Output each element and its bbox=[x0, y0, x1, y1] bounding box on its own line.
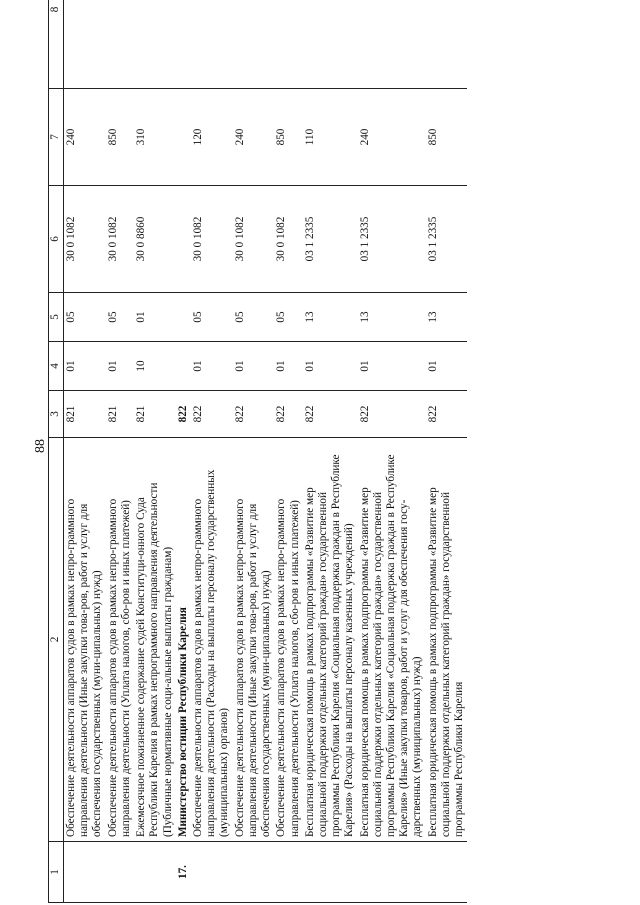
row-number bbox=[358, 842, 426, 903]
row-amount bbox=[233, 0, 275, 89]
rotated-table-wrapper bbox=[48, 3, 603, 903]
row-target-article: 30 0 1082 bbox=[106, 186, 134, 293]
header-col-1: 1 bbox=[49, 842, 64, 903]
table-row bbox=[64, 0, 106, 903]
row-description: Обеспечение деятельности аппаратов судов в рамках непро-граммного направления деятельности (Иные закупки това-ров, работ и услуг для обеспечения государственных (муни-ципальных) нужд) bbox=[64, 438, 106, 842]
row-expense-type: 240 bbox=[358, 89, 426, 186]
header-col-2: 2 bbox=[49, 438, 64, 842]
header-col-4: 4 bbox=[49, 342, 64, 391]
row-description: Обеспечение деятельности аппаратов судов в рамках непро-граммного направления деятельности (Расходы на выплаты персоналу государственных (муниципальных) органов) bbox=[191, 438, 233, 842]
row-admin-code: 821 bbox=[134, 391, 176, 438]
row-expense-type: 240 bbox=[64, 89, 106, 186]
row-number bbox=[64, 842, 106, 903]
row-target-article bbox=[176, 186, 191, 293]
row-number bbox=[106, 842, 134, 903]
header-row bbox=[49, 0, 64, 903]
row-section: 01 bbox=[426, 342, 468, 391]
row-description: Ежемесячное пожизненное содержание судей Конституци-онного Суда Республики Карелия в рамках непрограммного направления деятельности (Публичные нормативные соци-альные выплаты гражданам) bbox=[134, 438, 176, 842]
table-row bbox=[176, 0, 191, 903]
row-amount bbox=[303, 0, 358, 89]
page-number: 88 bbox=[33, 439, 48, 453]
row-expense-type: 850 bbox=[426, 89, 468, 186]
row-subsection: 13 bbox=[303, 293, 358, 342]
row-description: Бесплатная юридическая помощь в рамках подпрограммы «Развитие мер социальной поддержки отдельных категорий граждан» государственной программы Республики Карелия «Социальная поддержка граждан в Республике Карелия» (Иные закупки товаров, работ и услуг для обеспечения госу-дарственных (муниципальных) нужд) bbox=[358, 438, 426, 842]
row-admin-code: 822 bbox=[426, 391, 468, 438]
table-body bbox=[64, 0, 468, 903]
row-target-article: 30 0 8860 bbox=[134, 186, 176, 293]
table-row bbox=[426, 0, 468, 903]
row-amount bbox=[426, 0, 468, 89]
header-col-8: 8 bbox=[49, 0, 64, 89]
row-amount bbox=[176, 0, 191, 89]
row-section: 10 bbox=[134, 342, 176, 391]
row-subsection: 05 bbox=[106, 293, 134, 342]
row-expense-type: 310 bbox=[134, 89, 176, 186]
row-admin-code: 822 bbox=[176, 391, 191, 438]
row-target-article: 03 1 2335 bbox=[358, 186, 426, 293]
row-expense-type: 850 bbox=[274, 89, 302, 186]
row-subsection: 05 bbox=[233, 293, 275, 342]
row-admin-code: 822 bbox=[358, 391, 426, 438]
row-amount bbox=[134, 0, 176, 89]
row-description: Бесплатная юридическая помощь в рамках подпрограммы «Развитие мер социальной поддержки отдельных категорий граждан» государственной программы Республики Карелия «Социальная поддержка граждан в Республике Карелия» (Расходы на выплаты персоналу казенных учреждений) bbox=[303, 438, 358, 842]
document-page bbox=[48, 3, 603, 903]
row-section: 01 bbox=[233, 342, 275, 391]
row-amount bbox=[358, 0, 426, 89]
header-col-6: 6 bbox=[49, 186, 64, 293]
table-row bbox=[274, 0, 302, 903]
row-section: 01 bbox=[191, 342, 233, 391]
row-number bbox=[134, 842, 176, 903]
table-row bbox=[358, 0, 426, 903]
row-expense-type: 240 bbox=[233, 89, 275, 186]
row-description: Министерство юстиции Республики Карелия bbox=[176, 438, 191, 842]
table-row bbox=[191, 0, 233, 903]
row-section: 01 bbox=[358, 342, 426, 391]
row-subsection bbox=[176, 293, 191, 342]
row-section: 01 bbox=[303, 342, 358, 391]
row-section: 01 bbox=[106, 342, 134, 391]
table-row bbox=[233, 0, 275, 903]
budget-table bbox=[48, 0, 467, 903]
row-amount bbox=[274, 0, 302, 89]
header-col-3: 3 bbox=[49, 391, 64, 438]
row-admin-code: 822 bbox=[191, 391, 233, 438]
row-admin-code: 822 bbox=[303, 391, 358, 438]
row-target-article: 30 0 1082 bbox=[64, 186, 106, 293]
row-section: 01 bbox=[274, 342, 302, 391]
row-subsection: 05 bbox=[191, 293, 233, 342]
row-subsection: 05 bbox=[64, 293, 106, 342]
row-expense-type: 850 bbox=[106, 89, 134, 186]
row-target-article: 03 1 2335 bbox=[303, 186, 358, 293]
row-amount bbox=[64, 0, 106, 89]
row-description: Обеспечение деятельности аппаратов судов в рамках непро-граммного направления деятельности (Уплата налогов, сбо-ров и иных платежей) bbox=[274, 438, 302, 842]
row-section bbox=[176, 342, 191, 391]
row-description: Обеспечение деятельности аппаратов судов в рамках непро-граммного направления деятельности (Уплата налогов, сбо-ров и иных платежей) bbox=[106, 438, 134, 842]
row-expense-type: 120 bbox=[191, 89, 233, 186]
table-row bbox=[303, 0, 358, 903]
table-row bbox=[106, 0, 134, 903]
row-target-article: 30 0 1082 bbox=[274, 186, 302, 293]
row-subsection: 13 bbox=[426, 293, 468, 342]
row-target-article: 30 0 1082 bbox=[191, 186, 233, 293]
row-expense-type: 110 bbox=[303, 89, 358, 186]
row-number bbox=[191, 842, 233, 903]
row-subsection: 05 bbox=[274, 293, 302, 342]
row-number: 17. bbox=[176, 842, 191, 903]
row-subsection: 13 bbox=[358, 293, 426, 342]
row-amount bbox=[191, 0, 233, 89]
row-subsection: 01 bbox=[134, 293, 176, 342]
row-description: Обеспечение деятельности аппаратов судов в рамках непро-граммного направления деятельности (Иные закупки това-ров, работ и услуг для обеспечения государственных (муни-ципальных) нужд) bbox=[233, 438, 275, 842]
row-number bbox=[303, 842, 358, 903]
row-number bbox=[233, 842, 275, 903]
row-amount bbox=[106, 0, 134, 89]
row-section: 01 bbox=[64, 342, 106, 391]
row-expense-type bbox=[176, 89, 191, 186]
row-admin-code: 822 bbox=[274, 391, 302, 438]
row-admin-code: 822 bbox=[233, 391, 275, 438]
row-admin-code: 821 bbox=[106, 391, 134, 438]
table-row bbox=[134, 0, 176, 903]
row-number bbox=[274, 842, 302, 903]
header-col-5: 5 bbox=[49, 293, 64, 342]
row-target-article: 30 0 1082 bbox=[233, 186, 275, 293]
row-target-article: 03 1 2335 bbox=[426, 186, 468, 293]
row-number bbox=[426, 842, 468, 903]
row-admin-code: 821 bbox=[64, 391, 106, 438]
row-description: Бесплатная юридическая помощь в рамках подпрограммы «Развитие мер социальной поддержки отдельных категорий граждан» государственной программы Республики Карелия bbox=[426, 438, 468, 842]
header-col-7: 7 bbox=[49, 89, 64, 186]
